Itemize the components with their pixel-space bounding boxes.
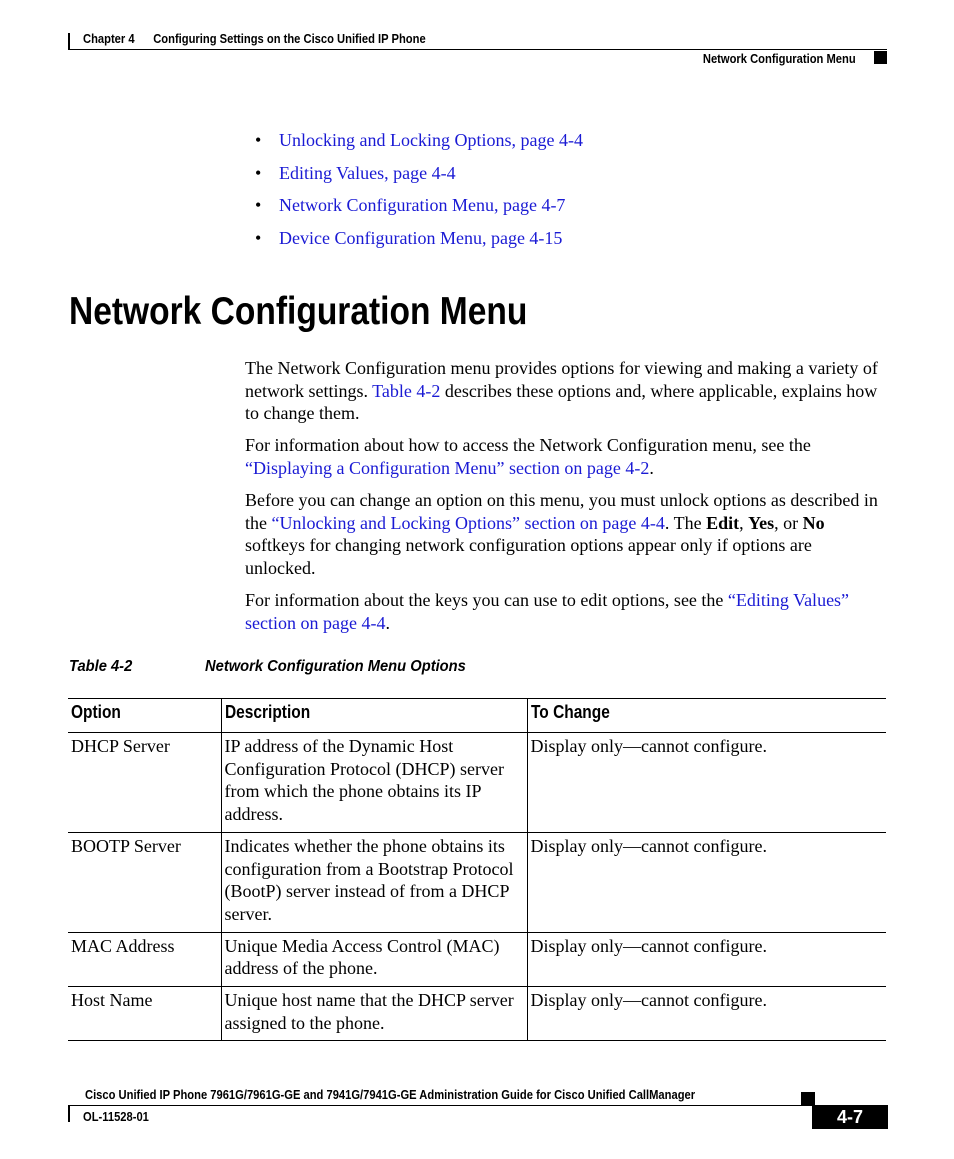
- cell-option: MAC Address: [68, 932, 221, 986]
- column-header-label: Option: [71, 702, 121, 722]
- cell-to-change: Display only—cannot configure.: [527, 832, 886, 932]
- header-rule: [68, 49, 887, 50]
- column-header-description: [221, 699, 527, 733]
- link-network-config-menu[interactable]: Network Configuration Menu, page 4-7: [279, 195, 566, 215]
- cell-to-change: Display only—cannot configure.: [527, 932, 886, 986]
- cell-description: IP address of the Dynamic Host Configuration Protocol (DHCP) server from which the phone obtains its IP address.: [221, 733, 527, 833]
- table-row: [68, 932, 886, 986]
- cell-option: DHCP Server: [68, 733, 221, 833]
- paragraph-text: For information about how to access the Network Configuration menu, see the: [245, 435, 811, 455]
- footer-marker-box: [801, 1092, 815, 1106]
- link-table-4-2[interactable]: Table 4-2: [372, 380, 441, 401]
- related-topics-list: [255, 130, 583, 260]
- paragraph-text: , or: [774, 512, 803, 533]
- paragraph-access: [245, 434, 885, 479]
- paragraph-text: .: [649, 457, 654, 478]
- softkey-edit: Edit: [706, 512, 740, 533]
- paragraph-edit-keys: [245, 589, 885, 634]
- softkey-no: No: [802, 512, 825, 533]
- bullet-icon: •: [255, 227, 262, 248]
- cell-description: Unique Media Access Control (MAC) address of the phone.: [221, 932, 527, 986]
- link-displaying-config-menu[interactable]: “Displaying a Configuration Menu” section on page 4-2: [245, 457, 650, 478]
- header-chapter-title: Configuring Settings on the Cisco Unified IP Phone: [153, 31, 426, 46]
- link-unlocking-section[interactable]: “Unlocking and Locking Options” section on page 4-4: [271, 512, 665, 533]
- softkey-yes: Yes: [748, 512, 775, 533]
- column-header-label: To Change: [530, 702, 610, 722]
- footer-doc-number: OL-11528-01: [83, 1109, 149, 1124]
- list-item: [255, 228, 583, 261]
- header-chapter-number: Chapter 4: [83, 31, 135, 46]
- cell-option: BOOTP Server: [68, 832, 221, 932]
- header-rule-vertical: [68, 33, 70, 50]
- header-chapter: [83, 31, 426, 46]
- cell-description: Indicates whether the phone obtains its configuration from a Bootstrap Protocol (BootP) server instead of from a DHCP server.: [221, 832, 527, 932]
- link-editing-values[interactable]: Editing Values, page 4-4: [279, 162, 456, 183]
- section-heading: Network Configuration Menu: [69, 290, 528, 333]
- cell-option: Host Name: [68, 987, 221, 1041]
- footer-rule: [68, 1105, 802, 1106]
- bullet-icon: •: [255, 195, 262, 215]
- footer-page-number: 4-7: [812, 1105, 888, 1129]
- paragraph-text: softkeys for changing network configuration options appear only if options are unlocked.: [245, 535, 812, 579]
- header-section-title: Network Configuration Menu: [703, 51, 856, 66]
- list-item: [255, 163, 583, 196]
- cell-description: Unique host name that the DHCP server assigned to the phone.: [221, 987, 527, 1041]
- column-header-label: Description: [224, 702, 310, 722]
- bullet-icon: •: [255, 162, 262, 183]
- header-marker-box: [874, 51, 887, 64]
- table-caption-title: Network Configuration Menu Options: [205, 658, 466, 675]
- paragraph-intro: [245, 357, 885, 425]
- column-header-option: [68, 699, 221, 733]
- cell-to-change: Display only—cannot configure.: [527, 733, 886, 833]
- options-table: [68, 698, 886, 1041]
- paragraph-text: ,: [739, 512, 749, 533]
- column-header-to-change: [527, 699, 886, 733]
- link-editing-values-section[interactable]: “Editing Values” section on page 4-4: [245, 590, 850, 633]
- table-row: [68, 733, 886, 833]
- paragraph-text: For information about the keys you can use to edit options, see the: [245, 590, 728, 610]
- table-header-row: [68, 699, 886, 733]
- list-item: [255, 130, 583, 163]
- paragraph-text: The Network Configuration menu provides options for viewing and making a variety of network settings.: [245, 358, 878, 401]
- table-caption-number: Table 4-2: [69, 658, 133, 675]
- paragraph-text: Before you can change an option on this menu, you must unlock options as described in the: [245, 490, 878, 533]
- paragraph-text: . The: [664, 512, 707, 533]
- link-device-config-menu[interactable]: Device Configuration Menu, page 4-15: [279, 227, 563, 248]
- table-row: [68, 987, 886, 1041]
- link-unlocking-options[interactable]: Unlocking and Locking Options, page 4-4: [279, 130, 583, 150]
- paragraph-unlock: [245, 489, 885, 580]
- footer-guide-title: Cisco Unified IP Phone 7961G/7961G-GE and 7941G/7941G-GE Administration Guide for Cisco Unified CallManager: [85, 1087, 696, 1102]
- paragraph-text: .: [385, 612, 390, 633]
- cell-to-change: Display only—cannot configure.: [527, 987, 886, 1041]
- table-row: [68, 832, 886, 932]
- list-item: [255, 195, 583, 228]
- bullet-icon: •: [255, 130, 262, 150]
- footer-rule-vertical: [68, 1105, 70, 1122]
- paragraph-text: describes these options and, where applicable, explains how to change them.: [245, 380, 878, 424]
